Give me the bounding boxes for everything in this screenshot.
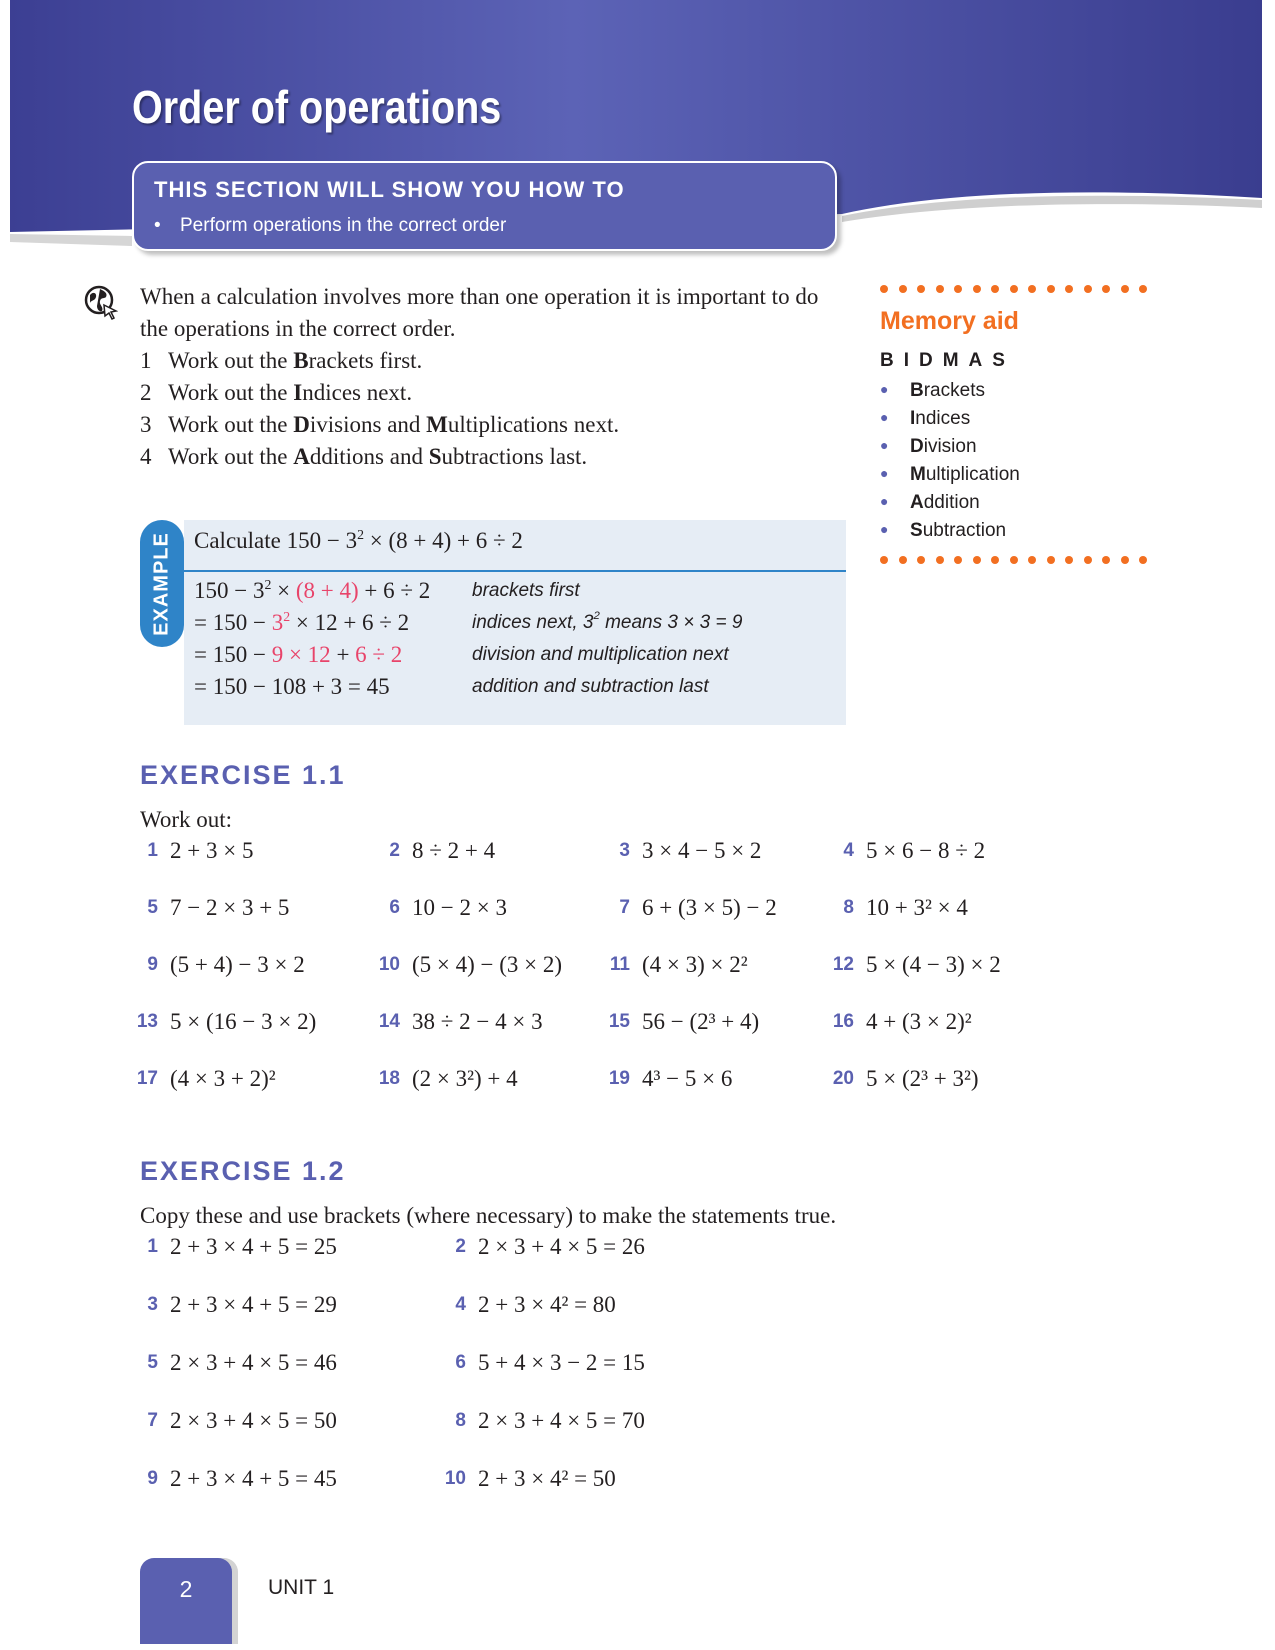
exercise-question (122, 895, 289, 921)
objective-item: • Perform operations in the correct order (154, 215, 507, 236)
question-number: 7 (619, 897, 630, 918)
question-expression: 10 − 2 × 3 (412, 895, 507, 920)
question-number: 9 (147, 954, 158, 975)
example-content (184, 520, 846, 725)
question-number: 19 (608, 1068, 630, 1089)
dot (1065, 285, 1073, 293)
example-question: Calculate $150 - 3^2 \times (8 + 4) + 6 \div 2$ (194, 527, 523, 553)
acronym-item: ● Multiplication (880, 460, 1160, 488)
exercise-question (818, 895, 968, 921)
learning-objectives-box (132, 161, 837, 251)
question-number: 7 (147, 1410, 158, 1431)
acronym-list (880, 376, 1160, 544)
rules-list (140, 345, 850, 473)
question-number: 1 (147, 840, 158, 861)
step-note: indices next, $3^2$ means 3 × 3 = 9 (472, 610, 743, 633)
rule-item: 1 Work out the Brackets first. (140, 348, 423, 373)
page-number-tab (140, 1558, 232, 1644)
question-number: 8 (843, 897, 854, 918)
question-expression: 5 × 6 − 8 ÷ 2 (866, 838, 986, 863)
question-number: 3 (147, 1294, 158, 1315)
question-expression: 7 − 2 × 3 + 5 (170, 895, 290, 920)
question-number: 11 (609, 954, 630, 975)
exercise-question (818, 1009, 972, 1035)
question-expression: 2 × 3 + 4 × 5 = 50 (170, 1408, 337, 1433)
rule-item: 3 Work out the Divisions and Multiplications next. (140, 412, 620, 437)
question-number: 6 (455, 1352, 466, 1373)
dot (1010, 285, 1018, 293)
exercise-question (430, 1350, 645, 1376)
question-number: 15 (608, 1011, 630, 1032)
exercise-question (122, 1292, 337, 1318)
exercise-question (594, 895, 777, 921)
acronym-item: ● Division (880, 432, 1160, 460)
step-note: brackets first (472, 580, 580, 601)
dot (954, 556, 962, 564)
example-tab: EXAMPLE (140, 520, 184, 647)
question-number: 16 (832, 1011, 854, 1032)
bullet-icon: ● (880, 465, 889, 481)
exercise-question (430, 1466, 616, 1492)
dot (1028, 556, 1036, 564)
page-number: 2 (179, 1576, 193, 1602)
question-expression: 4³ − 5 × 6 (642, 1066, 733, 1091)
dot (880, 556, 888, 564)
dot (936, 556, 944, 564)
dot (991, 556, 999, 564)
question-expression: 2 + 3 × 4² = 80 (478, 1292, 616, 1317)
rule-item: 2 Work out the Indices next. (140, 380, 413, 405)
exercise-question (364, 838, 495, 864)
exercise-question (122, 1009, 316, 1035)
question-number: 5 (147, 1352, 158, 1373)
question-expression: (5 + 4) − 3 × 2 (170, 952, 305, 977)
question-expression: (2 × 3²) + 4 (412, 1066, 518, 1091)
memory-aid-panel (880, 285, 1160, 564)
step-note: division and multiplication next (472, 644, 729, 665)
exercise-question (122, 1350, 337, 1376)
dot (917, 285, 925, 293)
acronym: BIDMAS (880, 350, 1015, 371)
question-number: 2 (455, 1236, 466, 1257)
question-number: 18 (378, 1068, 400, 1089)
intro-section (140, 281, 850, 473)
example-steps (194, 578, 844, 706)
question-expression: 38 ÷ 2 − 4 × 3 (412, 1009, 543, 1034)
dot (899, 285, 907, 293)
exercise-1-2-title: EXERCISE 1.2 (140, 1156, 346, 1186)
exercise-question (122, 838, 253, 864)
question-expression: 2 + 3 × 4 + 5 = 25 (170, 1234, 337, 1259)
exercise-question (430, 1408, 645, 1434)
dotted-divider (880, 556, 1160, 564)
question-expression: 3 × 4 − 5 × 2 (642, 838, 762, 863)
question-expression: 8 ÷ 2 + 4 (412, 838, 496, 863)
dot (1139, 285, 1147, 293)
exercise-question (818, 952, 1001, 978)
bullet-icon: • (154, 215, 161, 236)
exercise-question (430, 1234, 645, 1260)
question-expression: 56 − (2³ + 4) (642, 1009, 760, 1034)
example-box (140, 520, 846, 725)
unit-label: UNIT 1 (268, 1576, 335, 1599)
dot (917, 556, 925, 564)
exercise-question (122, 1234, 337, 1260)
question-expression: 5 × (2³ + 3²) (866, 1066, 979, 1091)
question-expression: 2 × 3 + 4 × 5 = 26 (478, 1234, 645, 1259)
dot (1084, 285, 1092, 293)
dot (1010, 556, 1018, 564)
memory-aid-title: Memory aid (880, 307, 1019, 335)
exercise-question (122, 952, 305, 978)
question-expression: (4 × 3) × 2² (642, 952, 748, 977)
acronym-item: ● Subtraction (880, 516, 1160, 544)
example-step: = 150 − 108 + 3 = 45 addition and subtraction last (194, 674, 709, 699)
exercise-question (594, 1009, 759, 1035)
dot (991, 285, 999, 293)
question-expression: 10 + 3² × 4 (866, 895, 968, 920)
acronym-item: ● Indices (880, 404, 1160, 432)
exercise-question (430, 1292, 616, 1318)
exercise-question (594, 838, 761, 864)
dot (1084, 556, 1092, 564)
question-expression: 6 + (3 × 5) − 2 (642, 895, 777, 920)
dotted-divider (880, 285, 1160, 293)
example-step: = 150 − 9 × 12 + 6 ÷ 2 division and multiplication next (194, 642, 729, 667)
question-number: 13 (136, 1011, 158, 1032)
exercise-1-1-intro: Work out: (140, 807, 233, 832)
exercise-question (818, 1066, 979, 1092)
exercise-1-2-intro: Copy these and use brackets (where necessary) to make the statements true. (140, 1203, 837, 1228)
page-title: Order of operations (132, 81, 502, 133)
question-expression: 2 × 3 + 4 × 5 = 70 (478, 1408, 645, 1433)
dot (1102, 556, 1110, 564)
dot (936, 285, 944, 293)
dot (973, 556, 981, 564)
acronym-item: ● Brackets (880, 376, 1160, 404)
question-expression: 2 + 3 × 4 + 5 = 45 (170, 1466, 337, 1491)
example-step: = $150 - 3^2 \times 12 + 6 \div 2$ indices next, $3^2$ means 3 × 3 = 9 (194, 609, 743, 635)
question-number: 9 (147, 1468, 158, 1489)
question-expression: 5 + 4 × 3 − 2 = 15 (478, 1350, 645, 1375)
dot (1121, 556, 1129, 564)
rule-item: 4 Work out the Additions and Subtractions last. (140, 444, 588, 469)
exercise-question (122, 1466, 337, 1492)
question-number: 12 (832, 954, 854, 975)
question-expression: 5 × (16 − 3 × 2) (170, 1009, 317, 1034)
exercise-question (364, 1066, 518, 1092)
step-note: addition and subtraction last (472, 676, 709, 697)
exercise-question (594, 1066, 732, 1092)
bullet-icon: ● (880, 493, 889, 509)
question-number: 4 (843, 840, 854, 861)
intro-text: When a calculation involves more than one operation it is important to do the operations in the correct order. (140, 284, 819, 341)
bullet-icon: ● (880, 409, 889, 425)
dot (1028, 285, 1036, 293)
exercise-question (364, 952, 562, 978)
dot (1121, 285, 1129, 293)
question-expression: 2 + 3 × 4 + 5 = 29 (170, 1292, 337, 1317)
question-expression: (5 × 4) − (3 × 2) (412, 952, 563, 977)
exercise-question (122, 1066, 276, 1092)
exercise-question (594, 952, 748, 978)
question-number: 4 (455, 1294, 466, 1315)
exercise-question (122, 1408, 337, 1434)
question-expression: (4 × 3 + 2)² (170, 1066, 276, 1091)
dot (1065, 556, 1073, 564)
question-number: 10 (378, 954, 400, 975)
example-step: $150 - 3^2 \times (8 + 4) + 6 \div 2$ brackets first (194, 577, 580, 603)
bullet-icon: ● (880, 381, 889, 397)
bullet-icon: ● (880, 437, 889, 453)
bullet-icon: ● (880, 521, 889, 537)
exercise-1-1-title: EXERCISE 1.1 (140, 760, 346, 790)
exercise-question (364, 895, 507, 921)
question-number: 1 (147, 1236, 158, 1257)
question-number: 5 (147, 897, 158, 918)
example-divider (184, 570, 846, 572)
question-number: 17 (136, 1068, 158, 1089)
question-number: 8 (455, 1410, 466, 1431)
question-number: 20 (832, 1068, 854, 1089)
question-expression: 2 + 3 × 4² = 50 (478, 1466, 616, 1491)
question-number: 2 (389, 840, 400, 861)
exercise-question (364, 1009, 543, 1035)
dot (880, 285, 888, 293)
question-number: 14 (378, 1011, 400, 1032)
question-expression: 2 + 3 × 5 (170, 838, 254, 863)
dot (1102, 285, 1110, 293)
dot (973, 285, 981, 293)
question-number: 3 (619, 840, 630, 861)
dot (899, 556, 907, 564)
dot (1047, 285, 1055, 293)
question-expression: 5 × (4 − 3) × 2 (866, 952, 1001, 977)
acronym-item: ● Addition (880, 488, 1160, 516)
question-number: 10 (444, 1468, 466, 1489)
dot (1047, 556, 1055, 564)
question-expression: 4 + (3 × 2)² (866, 1009, 972, 1034)
dot (1139, 556, 1147, 564)
dot (954, 285, 962, 293)
question-number: 6 (389, 897, 400, 918)
exercise-question (818, 838, 985, 864)
objectives-heading: THIS SECTION WILL SHOW YOU HOW TO (154, 177, 625, 202)
question-expression: 2 × 3 + 4 × 5 = 46 (170, 1350, 337, 1375)
globe-cursor-icon (84, 285, 118, 321)
